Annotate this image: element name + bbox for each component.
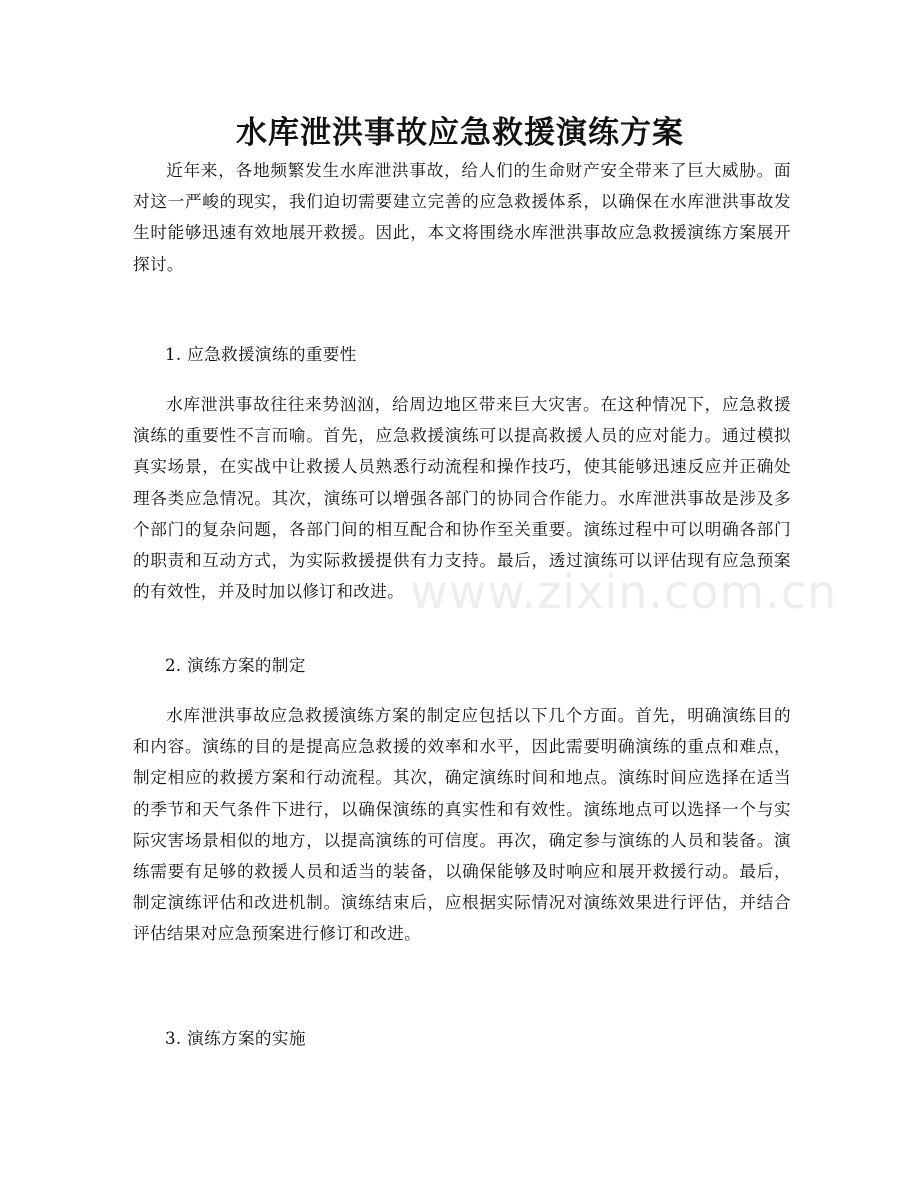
section-2-heading: 2. 演练方案的制定 [165,656,306,675]
section-1-body: 水库泄洪事故往往来势汹汹，给周边地区带来巨大灾害。在这种情况下，应急救援演练的重要性不言而喻。首先，应急救援演练可以提高救援人员的应对能力。通过模拟真实场景，在实战中让救援人员熟悉行动流程和操作技巧，使其能够迅速反应并正确处理各类应急情况。其次，演练可以增强各部门的协同合作能力。水库泄洪事故是涉及多个部门的复杂问题，各部门间的相互配合和协作至关重要。演练过程中可以明确各部门的职责和互动方式，为实际救援提供有力支持。最后，透过演练可以评估现有应急预案的有效性，并及时加以修订和改进。 [133,395,791,602]
section-3-heading: 3. 演练方案的实施 [165,1029,306,1048]
intro-paragraph: 近年来，各地频繁发生水库泄洪事故，给人们的生命财产安全带来了巨大威胁。面对这一严峻的现实，我们迫切需要建立完善的应急救援体系，以确保在水库泄洪事故发生时能够迅速有效地展开救援。因此，本文将围绕水库泄洪事故应急救援演练方案展开探讨。 [133,161,791,274]
section-1-heading: 1. 应急救援演练的重要性 [165,345,357,364]
document-title: 水库泄洪事故应急救援演练方案 [236,115,684,151]
watermark-text: www.zixin.com.cn [410,565,838,619]
section-2-body: 水库泄洪事故应急救援演练方案的制定应包括以下几个方面。首先，明确演练目的和内容。演练的目的是提高应急救援的效率和水平，因此需要明确演练的重点和难点，制定相应的救援方案和行动流程。其次，确定演练时间和地点。演练时间应选择在适当的季节和天气条件下进行，以确保演练的真实性和有效性。演练地点可以选择一个与实际灾害场景相似的地方，以提高演练的可信度。再次，确定参与演练的人员和装备。演练需要有足够的救援人员和适当的装备，以确保能够及时响应和展开救援行动。最后，制定演练评估和改进机制。演练结束后，应根据实际情况对演练效果进行评估，并结合评估结果对应急预案进行修订和改进。 [133,706,791,944]
